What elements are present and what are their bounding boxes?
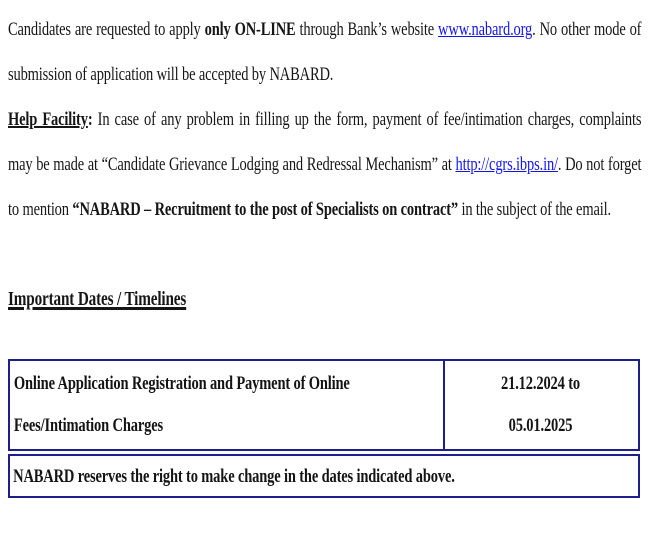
help-facility-colon: :	[87, 109, 93, 130]
nabard-website-link[interactable]: www.nabard.org	[438, 19, 533, 40]
intro-text-2: through Bank’s website	[295, 19, 439, 40]
section-heading-block	[8, 277, 650, 323]
help-text-2: . Do not forget to mention	[8, 154, 642, 220]
help-paragraph	[8, 97, 641, 232]
intro-text-1: Candidates are requested to apply	[8, 19, 205, 40]
event-text: Online Application Registration and Payment of Online Fees/Intimation Charges	[13, 373, 350, 436]
help-text-1: In case of any problem in filling up the form, payment of fee/intimation charges, complaints may be made at “Candidate Grievance Lodging and Redressal Mechanism” at	[8, 109, 642, 175]
section-heading: Important Dates / Timelines	[8, 289, 187, 310]
intro-text-3: . No other mode of submission of application will be accepted by NABARD.	[8, 19, 642, 85]
table-note-row	[8, 454, 640, 498]
help-text-3: in the subject of the email.	[457, 199, 611, 220]
intro-bold-online: only ON-LINE	[204, 19, 296, 40]
intro-paragraph	[8, 7, 641, 97]
help-facility-label: Help Facility	[8, 109, 88, 130]
help-bold-subject: “NABARD – Recruitment to the post of Specialists on contract”	[72, 199, 458, 220]
date-to: 05.01.2025	[508, 415, 573, 436]
cgrs-link[interactable]: http://cgrs.ibps.in/	[455, 154, 558, 175]
dates-text	[445, 363, 636, 447]
table-row-registration	[8, 359, 640, 451]
date-from: 21.12.2024 to	[501, 373, 580, 394]
help-paragraph-block	[8, 97, 650, 277]
note-text: NABARD reserves the right to make change in the dates indicated above.	[13, 466, 455, 487]
dates-cell	[445, 361, 636, 449]
intro-paragraph-block	[8, 7, 650, 97]
timeline-table	[8, 359, 640, 498]
event-cell	[10, 361, 445, 449]
